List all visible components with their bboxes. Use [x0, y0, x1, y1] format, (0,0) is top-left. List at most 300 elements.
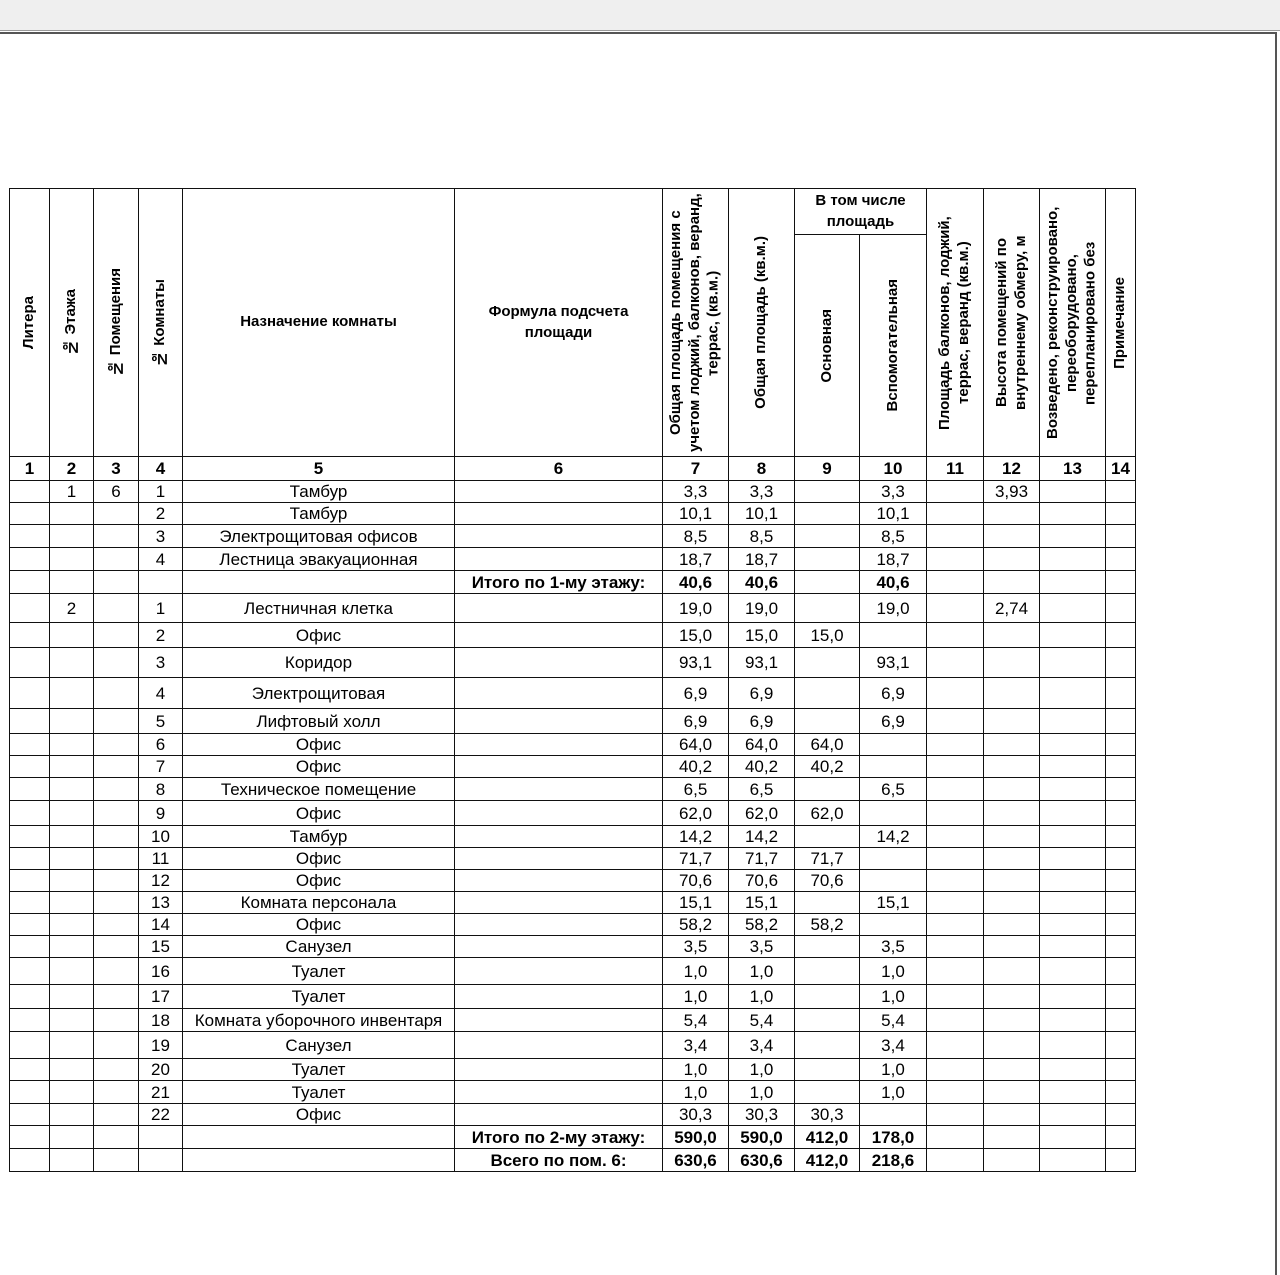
table-cell — [455, 801, 663, 826]
table-cell: 4 — [139, 548, 183, 571]
table-cell — [927, 709, 984, 734]
table-cell — [10, 985, 50, 1009]
table-cell: 15,0 — [663, 623, 729, 648]
table-cell — [50, 914, 94, 936]
table-cell — [10, 778, 50, 801]
table-cell — [455, 594, 663, 623]
table-cell — [927, 756, 984, 778]
table-cell — [984, 1032, 1040, 1059]
table-cell: Офис — [183, 914, 455, 936]
table-cell — [1106, 1081, 1136, 1104]
table-cell: 18,7 — [860, 548, 927, 571]
table-cell — [1040, 1081, 1106, 1104]
table-cell — [10, 594, 50, 623]
table-cell: 4 — [139, 678, 183, 709]
table-cell: 13 — [139, 892, 183, 914]
table-cell: 1,0 — [663, 958, 729, 985]
table-cell — [94, 1059, 139, 1081]
table-cell — [984, 778, 1040, 801]
table-row — [10, 1081, 1136, 1104]
table-cell — [50, 936, 94, 958]
table-cell — [795, 826, 860, 848]
table-cell — [10, 801, 50, 826]
table-cell — [455, 481, 663, 503]
table-cell — [94, 1126, 139, 1149]
table-cell — [927, 1104, 984, 1126]
document-page — [0, 32, 1277, 1275]
table-cell: 412,0 — [795, 1126, 860, 1149]
table-cell — [1040, 648, 1106, 678]
table-cell: Всего по пом. 6: — [455, 1149, 663, 1172]
table-cell: 40,2 — [663, 756, 729, 778]
table-cell — [10, 936, 50, 958]
table-cell — [94, 548, 139, 571]
table-cell: 6,9 — [860, 678, 927, 709]
table-cell — [1106, 623, 1136, 648]
table-cell — [10, 958, 50, 985]
table-cell — [10, 848, 50, 870]
table-cell — [183, 571, 455, 594]
table-cell: Офис — [183, 734, 455, 756]
table-row — [10, 1126, 1136, 1149]
table-cell — [94, 503, 139, 525]
table-cell — [10, 892, 50, 914]
table-cell — [927, 1009, 984, 1032]
column-number: 10 — [860, 457, 927, 481]
table-cell: Комната уборочного инвентаря — [183, 1009, 455, 1032]
table-cell — [927, 1149, 984, 1172]
table-cell — [1040, 623, 1106, 648]
table-cell — [1106, 778, 1136, 801]
column-number: 9 — [795, 457, 860, 481]
table-cell — [94, 826, 139, 848]
table-cell: Лифтовый холл — [183, 709, 455, 734]
table-cell — [984, 801, 1040, 826]
table-cell: 30,3 — [663, 1104, 729, 1126]
table-cell — [455, 826, 663, 848]
table-cell — [795, 985, 860, 1009]
table-cell: 40,6 — [663, 571, 729, 594]
table-cell — [455, 1032, 663, 1059]
table-cell: 6,9 — [663, 709, 729, 734]
header-floor: № Этажа — [50, 189, 94, 457]
table-cell — [94, 848, 139, 870]
table-cell — [94, 1104, 139, 1126]
table-cell — [795, 571, 860, 594]
table-cell: 3,3 — [860, 481, 927, 503]
table-cell — [795, 1032, 860, 1059]
table-cell: Тамбур — [183, 826, 455, 848]
table-cell — [455, 870, 663, 892]
table-cell — [50, 709, 94, 734]
table-cell: 12 — [139, 870, 183, 892]
table-cell: Санузел — [183, 1032, 455, 1059]
table-cell: Офис — [183, 1104, 455, 1126]
table-cell — [455, 985, 663, 1009]
table-cell — [927, 623, 984, 648]
table-row — [10, 778, 1136, 801]
header-purpose: Назначение комнаты — [183, 189, 455, 457]
table-cell — [1040, 936, 1106, 958]
table-cell: Туалет — [183, 958, 455, 985]
table-cell — [795, 892, 860, 914]
table-cell: 19,0 — [729, 594, 795, 623]
table-cell — [50, 892, 94, 914]
table-cell — [10, 1009, 50, 1032]
table-cell — [455, 1059, 663, 1081]
table-cell — [984, 709, 1040, 734]
table-cell: 8,5 — [729, 525, 795, 548]
table-cell: Итого по 1-му этажу: — [455, 571, 663, 594]
table-cell — [984, 623, 1040, 648]
table-cell: 19 — [139, 1032, 183, 1059]
table-row — [10, 985, 1136, 1009]
table-cell: 6,5 — [663, 778, 729, 801]
table-cell: 3,5 — [663, 936, 729, 958]
table-cell — [10, 1149, 50, 1172]
table-row — [10, 870, 1136, 892]
table-cell: Офис — [183, 623, 455, 648]
column-number: 12 — [984, 457, 1040, 481]
table-cell — [10, 481, 50, 503]
table-cell — [1106, 571, 1136, 594]
table-cell — [10, 1104, 50, 1126]
table-cell: 1 — [139, 481, 183, 503]
table-cell: 19,0 — [663, 594, 729, 623]
table-cell: 1,0 — [663, 1059, 729, 1081]
table-cell: 93,1 — [860, 648, 927, 678]
table-cell: Офис — [183, 848, 455, 870]
table-cell: 62,0 — [729, 801, 795, 826]
table-cell — [50, 1149, 94, 1172]
table-cell — [795, 678, 860, 709]
table-cell: 1,0 — [860, 1081, 927, 1104]
table-cell — [455, 1104, 663, 1126]
table-cell — [94, 648, 139, 678]
table-cell — [1106, 648, 1136, 678]
table-row — [10, 892, 1136, 914]
table-cell: 1,0 — [729, 1059, 795, 1081]
table-cell — [94, 778, 139, 801]
table-cell — [455, 548, 663, 571]
viewer-top-bar — [0, 0, 1280, 31]
table-cell — [455, 848, 663, 870]
table-cell — [50, 985, 94, 1009]
table-cell — [94, 594, 139, 623]
table-row — [10, 958, 1136, 985]
table-cell — [10, 914, 50, 936]
table-cell — [984, 826, 1040, 848]
table-cell — [455, 503, 663, 525]
table-cell: 15,1 — [663, 892, 729, 914]
table-cell: 16 — [139, 958, 183, 985]
table-cell — [50, 1059, 94, 1081]
table-cell — [795, 525, 860, 548]
table-cell: Итого по 2-му этажу: — [455, 1126, 663, 1149]
table-cell: Офис — [183, 870, 455, 892]
table-row — [10, 503, 1136, 525]
table-cell — [50, 678, 94, 709]
table-cell — [1106, 734, 1136, 756]
table-cell — [1106, 503, 1136, 525]
table-cell — [10, 870, 50, 892]
table-cell: Тамбур — [183, 481, 455, 503]
table-cell — [860, 870, 927, 892]
table-row — [10, 648, 1136, 678]
table-cell: 40,2 — [795, 756, 860, 778]
table-row — [10, 756, 1136, 778]
table-cell — [1040, 826, 1106, 848]
table-cell — [50, 756, 94, 778]
table-cell — [927, 503, 984, 525]
table-cell — [455, 958, 663, 985]
table-cell — [1040, 958, 1106, 985]
header-litera: Литера — [10, 189, 50, 457]
column-number: 1 — [10, 457, 50, 481]
table-cell — [1040, 848, 1106, 870]
table-cell — [1040, 985, 1106, 1009]
table-cell — [795, 936, 860, 958]
table-cell — [1040, 571, 1106, 594]
table-cell: 3,3 — [663, 481, 729, 503]
table-cell — [10, 548, 50, 571]
table-cell — [183, 1126, 455, 1149]
table-cell: 5,4 — [729, 1009, 795, 1032]
table-cell — [795, 648, 860, 678]
table-cell: 10 — [139, 826, 183, 848]
table-cell — [50, 801, 94, 826]
table-cell — [50, 1104, 94, 1126]
table-cell — [1040, 709, 1106, 734]
table-cell: 10,1 — [860, 503, 927, 525]
table-cell: Лестница эвакуационная — [183, 548, 455, 571]
table-cell — [50, 525, 94, 548]
table-row — [10, 548, 1136, 571]
table-cell: 1,0 — [729, 1081, 795, 1104]
table-cell — [94, 734, 139, 756]
table-cell — [1040, 801, 1106, 826]
table-cell — [455, 734, 663, 756]
table-cell — [1106, 892, 1136, 914]
table-cell — [1040, 481, 1106, 503]
header-formula: Формула подсчета площади — [455, 189, 663, 457]
table-cell — [860, 623, 927, 648]
table-cell — [50, 503, 94, 525]
table-row — [10, 1149, 1136, 1172]
table-cell: 64,0 — [795, 734, 860, 756]
table-cell — [1106, 709, 1136, 734]
table-cell: 630,6 — [729, 1149, 795, 1172]
column-number: 13 — [1040, 457, 1106, 481]
table-cell: 14 — [139, 914, 183, 936]
table-cell — [94, 678, 139, 709]
table-cell — [795, 1081, 860, 1104]
table-cell — [927, 778, 984, 801]
table-cell — [1040, 870, 1106, 892]
table-cell — [10, 1126, 50, 1149]
table-cell: 70,6 — [663, 870, 729, 892]
table-cell: 2 — [139, 503, 183, 525]
table-cell: 14,2 — [663, 826, 729, 848]
table-cell — [1106, 914, 1136, 936]
table-cell — [984, 1059, 1040, 1081]
table-cell: 6,9 — [663, 678, 729, 709]
table-cell — [50, 648, 94, 678]
table-cell — [927, 678, 984, 709]
table-cell — [94, 1081, 139, 1104]
table-cell: 15,1 — [729, 892, 795, 914]
table-cell — [984, 914, 1040, 936]
column-number: 4 — [139, 457, 183, 481]
table-cell: 19,0 — [860, 594, 927, 623]
table-cell: 590,0 — [663, 1126, 729, 1149]
table-cell — [455, 709, 663, 734]
table-cell — [455, 778, 663, 801]
table-cell — [94, 801, 139, 826]
table-cell: 18,7 — [663, 548, 729, 571]
table-cell: Электрощитовая — [183, 678, 455, 709]
table-cell: 5 — [139, 709, 183, 734]
table-cell — [927, 826, 984, 848]
table-cell — [10, 709, 50, 734]
table-cell — [1106, 848, 1136, 870]
table-cell — [927, 571, 984, 594]
table-cell — [927, 548, 984, 571]
table-cell — [50, 778, 94, 801]
table-cell: Офис — [183, 756, 455, 778]
table-cell: 590,0 — [729, 1126, 795, 1149]
table-cell: Комната персонала — [183, 892, 455, 914]
table-cell — [1040, 1059, 1106, 1081]
table-cell — [1106, 1149, 1136, 1172]
table-cell — [139, 571, 183, 594]
table-cell — [10, 826, 50, 848]
table-row — [10, 594, 1136, 623]
table-cell: 15,0 — [729, 623, 795, 648]
table-cell: Туалет — [183, 1059, 455, 1081]
table-cell — [50, 734, 94, 756]
explication-table — [9, 188, 1136, 1172]
table-cell — [984, 525, 1040, 548]
table-cell: 22 — [139, 1104, 183, 1126]
table-cell — [1040, 1032, 1106, 1059]
table-cell — [1040, 594, 1106, 623]
table-cell — [1106, 1104, 1136, 1126]
table-cell: 3,4 — [860, 1032, 927, 1059]
table-cell: 40,6 — [860, 571, 927, 594]
table-cell — [94, 525, 139, 548]
table-cell — [94, 892, 139, 914]
table-row — [10, 571, 1136, 594]
table-cell — [455, 525, 663, 548]
table-row — [10, 709, 1136, 734]
table-cell: 1,0 — [729, 985, 795, 1009]
table-cell — [927, 985, 984, 1009]
table-cell: Туалет — [183, 985, 455, 1009]
table-cell: 71,7 — [663, 848, 729, 870]
table-cell — [1040, 1126, 1106, 1149]
table-cell — [10, 734, 50, 756]
table-cell: 10,1 — [663, 503, 729, 525]
table-cell — [927, 914, 984, 936]
table-cell — [927, 481, 984, 503]
table-cell: 6,5 — [729, 778, 795, 801]
table-cell — [927, 525, 984, 548]
table-cell: 6,9 — [860, 709, 927, 734]
table-cell — [94, 1009, 139, 1032]
table-cell — [50, 1032, 94, 1059]
table-cell: 2,74 — [984, 594, 1040, 623]
table-cell — [984, 848, 1040, 870]
table-cell: 218,6 — [860, 1149, 927, 1172]
table-cell: 3 — [139, 525, 183, 548]
table-cell — [1040, 1104, 1106, 1126]
table-cell — [94, 1149, 139, 1172]
table-cell — [50, 1126, 94, 1149]
table-cell — [10, 1081, 50, 1104]
table-cell: 9 — [139, 801, 183, 826]
table-cell: 2 — [139, 623, 183, 648]
table-cell — [94, 985, 139, 1009]
table-cell — [795, 958, 860, 985]
table-cell: Санузел — [183, 936, 455, 958]
table-cell — [10, 678, 50, 709]
table-cell — [860, 801, 927, 826]
table-cell: 14,2 — [860, 826, 927, 848]
table-cell: 18,7 — [729, 548, 795, 571]
table-cell — [455, 1081, 663, 1104]
table-cell — [1106, 481, 1136, 503]
table-cell — [1106, 1032, 1136, 1059]
table-row — [10, 848, 1136, 870]
table-cell: 1 — [139, 594, 183, 623]
table-cell — [1106, 826, 1136, 848]
table-cell: 58,2 — [729, 914, 795, 936]
table-cell: 10,1 — [729, 503, 795, 525]
table-cell — [984, 936, 1040, 958]
table-cell — [984, 756, 1040, 778]
table-cell — [10, 648, 50, 678]
table-cell — [1106, 958, 1136, 985]
table-cell — [984, 1149, 1040, 1172]
table-cell — [1106, 1126, 1136, 1149]
table-cell: 71,7 — [795, 848, 860, 870]
table-cell — [50, 826, 94, 848]
table-cell: 6 — [94, 481, 139, 503]
table-cell — [927, 1081, 984, 1104]
table-cell — [795, 1009, 860, 1032]
table-cell: 17 — [139, 985, 183, 1009]
table-row — [10, 914, 1136, 936]
table-cell — [927, 848, 984, 870]
table-cell: 7 — [139, 756, 183, 778]
table-cell: 3,5 — [729, 936, 795, 958]
table-cell: 62,0 — [663, 801, 729, 826]
table-cell — [927, 892, 984, 914]
table-cell — [984, 958, 1040, 985]
table-row — [10, 936, 1136, 958]
table-row — [10, 1059, 1136, 1081]
header-balcony-area: Площадь балконов, лоджий, террас, веранд (кв.м.) — [927, 189, 984, 457]
table-cell — [1106, 525, 1136, 548]
table-cell: Тамбур — [183, 503, 455, 525]
table-cell — [455, 756, 663, 778]
header-note: Примечание — [1106, 189, 1136, 457]
table-cell: 20 — [139, 1059, 183, 1081]
table-cell — [860, 1104, 927, 1126]
table-cell — [1106, 1009, 1136, 1032]
table-cell: 5,4 — [860, 1009, 927, 1032]
